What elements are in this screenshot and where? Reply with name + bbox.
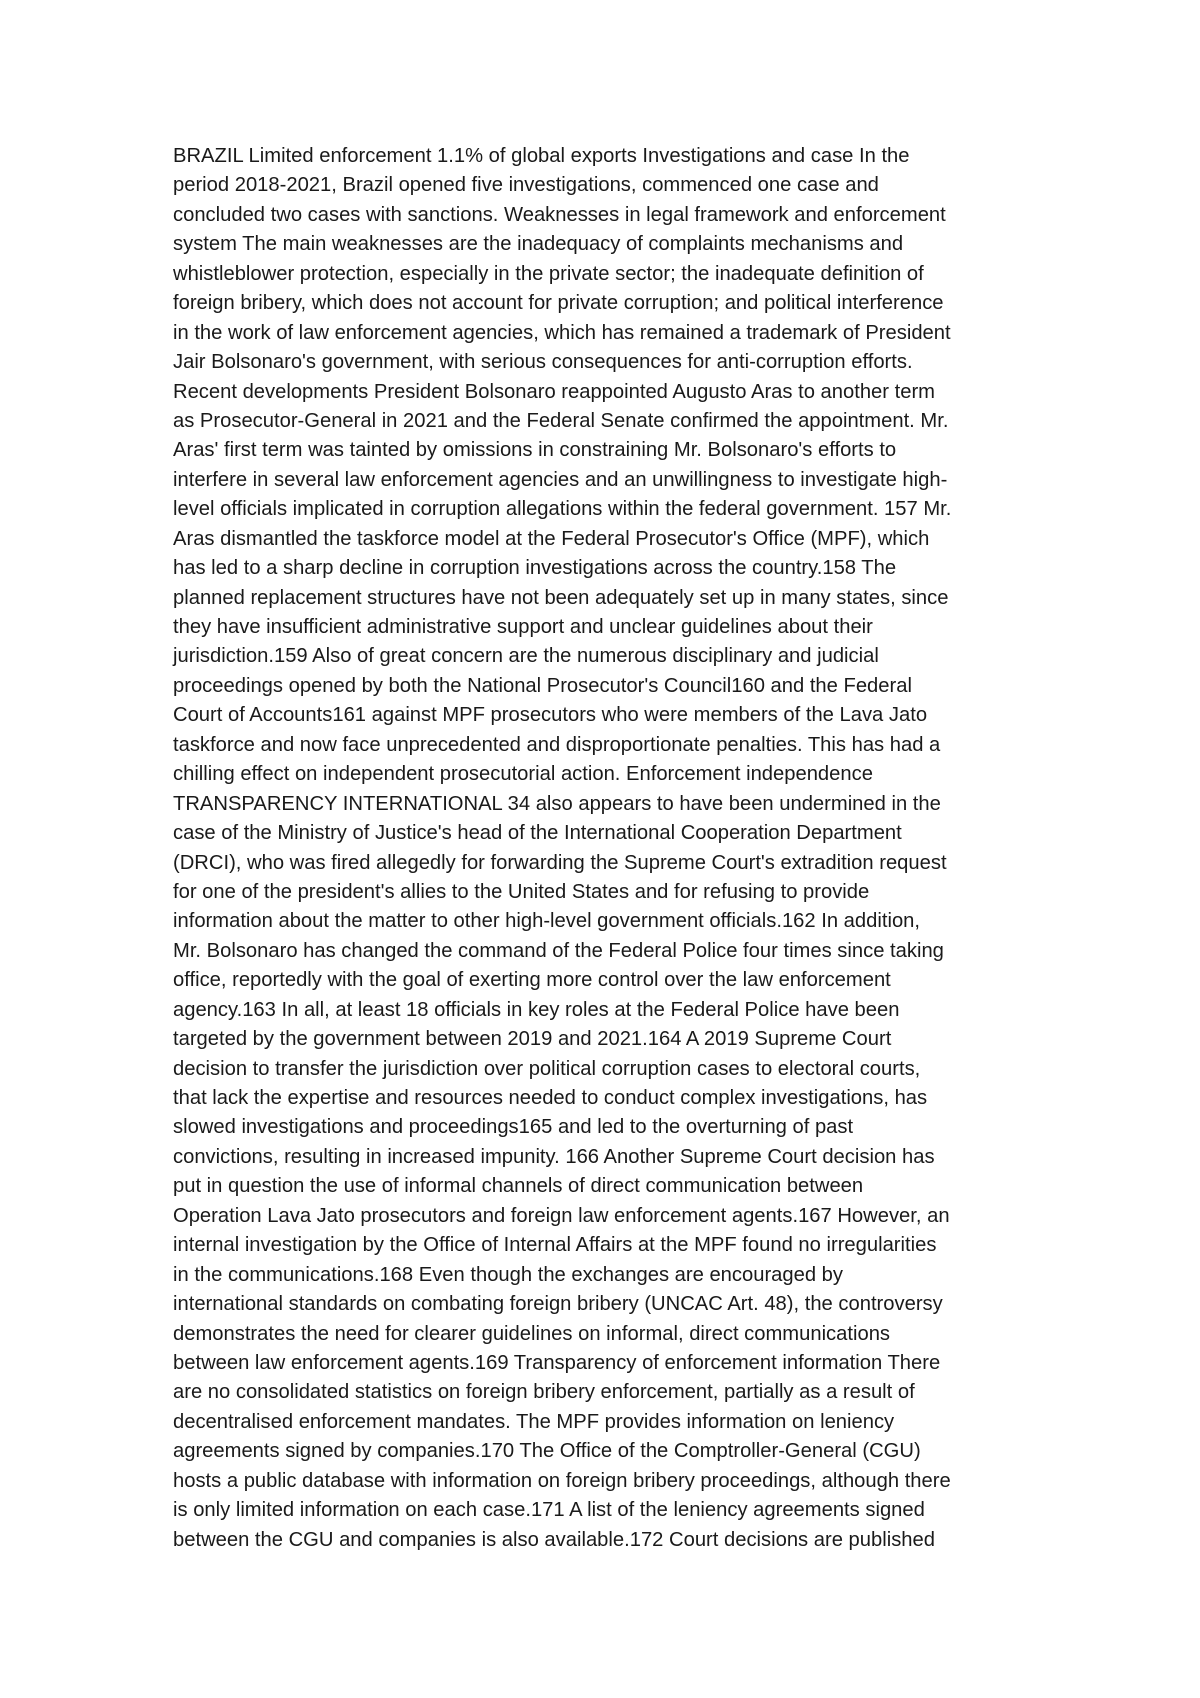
text-line: case of the Ministry of Justice's head of the International Cooperation Department xyxy=(173,822,902,845)
text-line: decentralised enforcement mandates. The MPF provides information on leniency xyxy=(173,1410,895,1433)
text-line: (DRCI), who was fired allegedly for forwarding the Supreme Court's extradition request xyxy=(173,851,947,874)
text-line: agency.163 In all, at least 18 officials in key roles at the Federal Police have been xyxy=(173,998,900,1021)
text-line: in the work of law enforcement agencies, which has remained a trademark of President xyxy=(173,321,951,344)
text-line: concluded two cases with sanctions. Weaknesses in legal framework and enforcement xyxy=(173,203,946,226)
text-line: as Prosecutor-General in 2021 and the Federal Senate confirmed the appointment. Mr. xyxy=(173,409,949,432)
text-line: Aras dismantled the taskforce model at the Federal Prosecutor's Office (MPF), which xyxy=(173,527,930,550)
text-line: chilling effect on independent prosecutorial action. Enforcement independence xyxy=(173,763,873,786)
text-line: convictions, resulting in increased impunity. 166 Another Supreme Court decision has xyxy=(173,1145,935,1168)
text-line: demonstrates the need for clearer guidelines on informal, direct communications xyxy=(173,1322,891,1345)
text-line: system The main weaknesses are the inadequacy of complaints mechanisms and xyxy=(173,233,904,256)
text-line: Court of Accounts161 against MPF prosecutors who were members of the Lava Jato xyxy=(173,704,928,727)
text-line: BRAZIL Limited enforcement 1.1% of global exports Investigations and case In the xyxy=(173,145,910,167)
text-line: between law enforcement agents.169 Transparency of enforcement information There xyxy=(173,1351,941,1374)
text-line: put in question the use of informal channels of direct communication between xyxy=(173,1175,864,1198)
text-line: Jair Bolsonaro's government, with serious consequences for anti-corruption efforts. xyxy=(173,351,913,374)
text-line: Mr. Bolsonaro has changed the command of the Federal Police four times since taking xyxy=(173,939,944,962)
text-line: is only limited information on each case.171 A list of the leniency agreements signed xyxy=(173,1499,925,1522)
text-line: Recent developments President Bolsonaro reappointed Augusto Aras to another term xyxy=(173,380,935,403)
text-line: period 2018-2021, Brazil opened five investigations, commenced one case and xyxy=(173,174,879,197)
text-line: information about the matter to other high-level government officials.162 In addition, xyxy=(173,910,921,933)
text-line: interfere in several law enforcement agencies and an unwillingness to investigate high- xyxy=(173,468,948,491)
text-line: planned replacement structures have not been adequately set up in many states, since xyxy=(173,586,949,609)
text-line: slowed investigations and proceedings165 and led to the overturning of past xyxy=(173,1116,854,1139)
body-text xyxy=(173,142,1073,1555)
text-line: internal investigation by the Office of Internal Affairs at the MPF found no irregularities xyxy=(173,1234,937,1257)
text-line: TRANSPARENCY INTERNATIONAL 34 also appears to have been undermined in the xyxy=(173,792,941,815)
text-line: taskforce and now face unprecedented and disproportionate penalties. This has had a xyxy=(173,733,941,756)
text-line: are no consolidated statistics on foreign bribery enforcement, partially as a result of xyxy=(173,1381,915,1404)
text-line: level officials implicated in corruption allegations within the federal government. 157 Mr. xyxy=(173,498,952,521)
text-line: whistleblower protection, especially in the private sector; the inadequate definition of xyxy=(173,262,924,285)
text-line: targeted by the government between 2019 and 2021.164 A 2019 Supreme Court xyxy=(173,1028,892,1051)
text-line: Aras' first term was tainted by omissions in constraining Mr. Bolsonaro's efforts to xyxy=(173,439,897,462)
text-line: they have insufficient administrative support and unclear guidelines about their xyxy=(173,616,873,638)
text-line: Operation Lava Jato prosecutors and foreign law enforcement agents.167 However, an xyxy=(173,1204,950,1227)
text-line: office, reportedly with the goal of exerting more control over the law enforcement xyxy=(173,969,891,992)
text-line: between the CGU and companies is also available.172 Court decisions are published xyxy=(173,1528,935,1551)
text-line: decision to transfer the jurisdiction over political corruption cases to electoral courts, xyxy=(173,1057,921,1080)
text-line: proceedings opened by both the National Prosecutor's Council160 and the Federal xyxy=(173,674,912,697)
text-line: jurisdiction.159 Also of great concern are the numerous disciplinary and judicial xyxy=(173,645,879,668)
text-line: foreign bribery, which does not account for private corruption; and political interference xyxy=(173,292,944,315)
text-line: international standards on combating foreign bribery (UNCAC Art. 48), the controversy xyxy=(173,1293,943,1316)
text-line: in the communications.168 Even though the exchanges are encouraged by xyxy=(173,1263,844,1286)
text-line: has led to a sharp decline in corruption investigations across the country.158 The xyxy=(173,557,897,580)
text-line: agreements signed by companies.170 The Office of the Comptroller-General (CGU) xyxy=(173,1440,921,1463)
text-line: hosts a public database with information on foreign bribery proceedings, although there xyxy=(173,1469,951,1492)
text-line: that lack the expertise and resources needed to conduct complex investigations, has xyxy=(173,1087,928,1109)
text-line: for one of the president's allies to the United States and for refusing to provide xyxy=(173,880,870,903)
